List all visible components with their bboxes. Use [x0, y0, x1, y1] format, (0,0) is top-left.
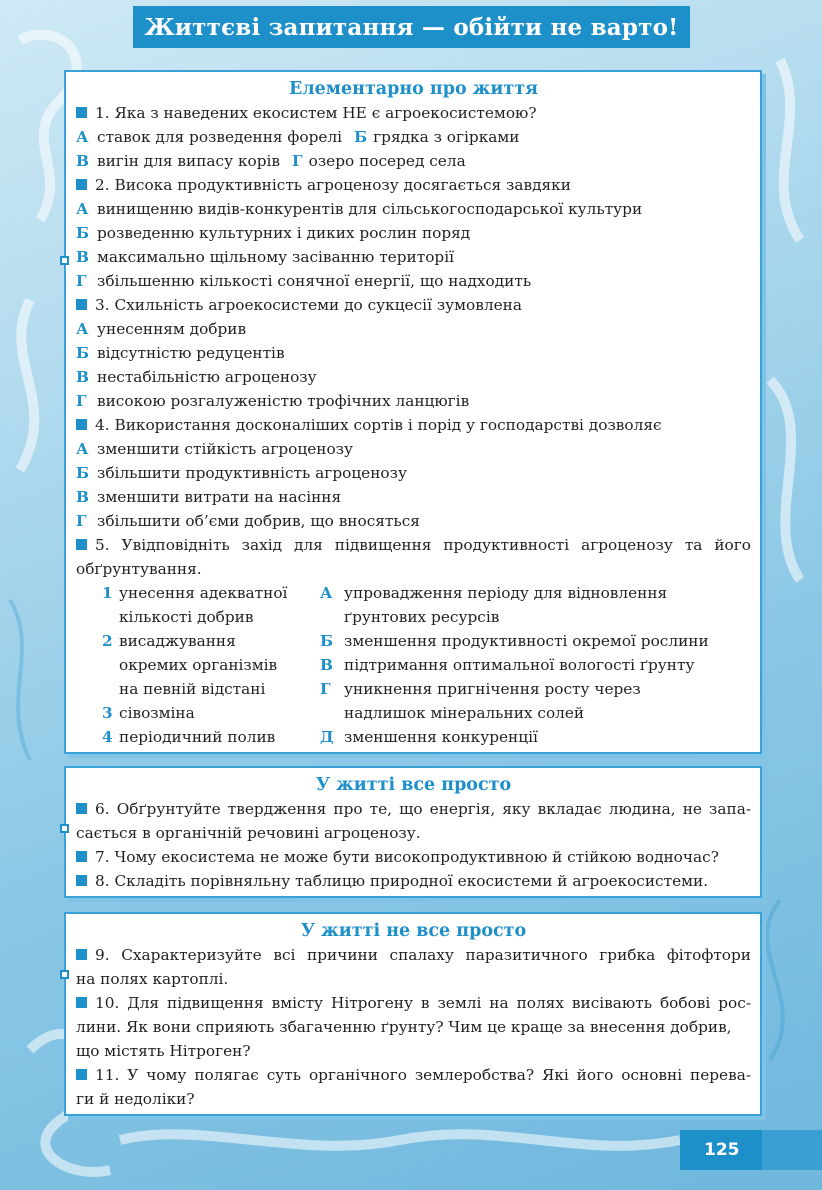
section-title: Елементарно про життя — [288, 79, 539, 99]
bullet-square-icon — [76, 949, 87, 960]
question-11-continuation: ги й недоліки? — [76, 1090, 195, 1108]
bullet-square-icon — [76, 539, 87, 550]
matching-right-column: А упровадження періоду для відновлення ґрунтових ресурсів Б зменшення продуктивності окремої рослини В підтримання оптимальної вологості ґрунту Г уникнення пригнічення росту через надлишок мінеральних солей Д зменшення конкуренції — [320, 584, 709, 746]
margin-marker-icon — [60, 256, 69, 265]
answer-option: А зменшити стійкість агроценозу — [76, 440, 353, 458]
page-header-title: Життєві запитання — обійти не варто! — [144, 13, 679, 41]
margin-marker-icon — [60, 970, 69, 979]
question-9-continuation: на полях картоплі. — [76, 970, 229, 988]
answer-option: А унесенням добрив — [76, 320, 247, 338]
answer-option: В максимально щільному засіванню території — [76, 248, 454, 266]
question-8: 8. Складіть порівняльну таблицю природної екосистеми й агроекосистеми. — [76, 869, 751, 893]
question-6-continuation: сається в органічній речовині агроценозу. — [76, 824, 421, 842]
question-11: 11. У чому полягає суть органічного землеробства? Які його основні перева- — [76, 1063, 751, 1087]
page-header — [133, 6, 690, 48]
bullet-square-icon — [76, 1069, 87, 1080]
question-10-continuation: лини. Як вони сприяють збагаченню ґрунту? Чим це краще за внесення добрив, — [76, 1018, 732, 1036]
question-4: 4. Використання досконаліших сортів і порід у господарстві дозволяє — [76, 413, 751, 437]
answer-option: Г збільшенню кількості сонячної енергії, що надходить — [76, 272, 532, 290]
matching-left-column: 1 унесення адекватної кількості добрив 2 висаджування окремих організмів на певній відстані 3 сівозміна 4 періодичний полив — [102, 584, 288, 746]
page-number: 125 — [680, 1130, 822, 1170]
section-simple — [64, 766, 762, 898]
question-1: 1. Яка з наведених екосистем НЕ є агроекосистемою? — [76, 101, 751, 125]
page-number-tab — [762, 1130, 822, 1170]
section-not-simple — [64, 912, 762, 1116]
answer-option: Б збільшити продуктивність агроценозу — [76, 464, 407, 482]
question-9: 9. Схарактеризуйте всі причини спалаху паразитичного грибка фітофтори — [76, 943, 751, 967]
section-elementary — [64, 70, 762, 754]
bullet-square-icon — [76, 803, 87, 814]
answer-option: Г високою розгалуженістю трофічних ланцюгів — [76, 392, 470, 410]
bullet-square-icon — [76, 107, 87, 118]
question-5: 5. Увідповідніть захід для підвищення продуктивності агроценозу та його — [76, 533, 751, 557]
answer-option: Б відсутністю редуцентів — [76, 344, 285, 362]
question-3: 3. Схильність агроекосистеми до сукцесії зумовлена — [76, 293, 751, 317]
answer-option: А винищенню видів-конкурентів для сільськогосподарської культури — [76, 200, 643, 218]
margin-marker-icon — [60, 824, 69, 833]
bullet-square-icon — [76, 179, 87, 190]
question-7: 7. Чому екосистема не може бути високопродуктивною й стійкою водночас? — [76, 845, 751, 869]
answer-option: В нестабільністю агроценозу — [76, 368, 317, 386]
answer-option: Б розведенню культурних і диких рослин поряд — [76, 224, 471, 242]
question-10: 10. Для підвищення вмісту Нітрогену в землі на полях висівають бобові рос- — [76, 991, 751, 1015]
question-6: 6. Обґрунтуйте твердження про те, що енергія, яку вкладає людина, не запа- — [76, 797, 751, 821]
matching-table — [76, 581, 751, 749]
answer-option: Г збільшити об’єми добрив, що вносяться — [76, 512, 420, 530]
question-2: 2. Висока продуктивність агроценозу досягається завдяки — [76, 173, 751, 197]
section-title: У житті все просто — [315, 775, 512, 795]
bullet-square-icon — [76, 851, 87, 862]
answer-option: В вигін для випасу корів Г озеро посеред села — [76, 152, 466, 170]
bullet-square-icon — [76, 299, 87, 310]
answer-option: А ставок для розведення форелі Б грядка з огірками — [76, 128, 520, 146]
answer-option: В зменшити витрати на насіння — [76, 488, 342, 506]
bullet-square-icon — [76, 419, 87, 430]
section-title: У житті не все просто — [300, 921, 527, 941]
question-10-continuation: що містять Нітроген? — [76, 1042, 251, 1060]
bullet-square-icon — [76, 997, 87, 1008]
question-5-continuation: обґрунтування. — [76, 560, 202, 578]
bullet-square-icon — [76, 875, 87, 886]
